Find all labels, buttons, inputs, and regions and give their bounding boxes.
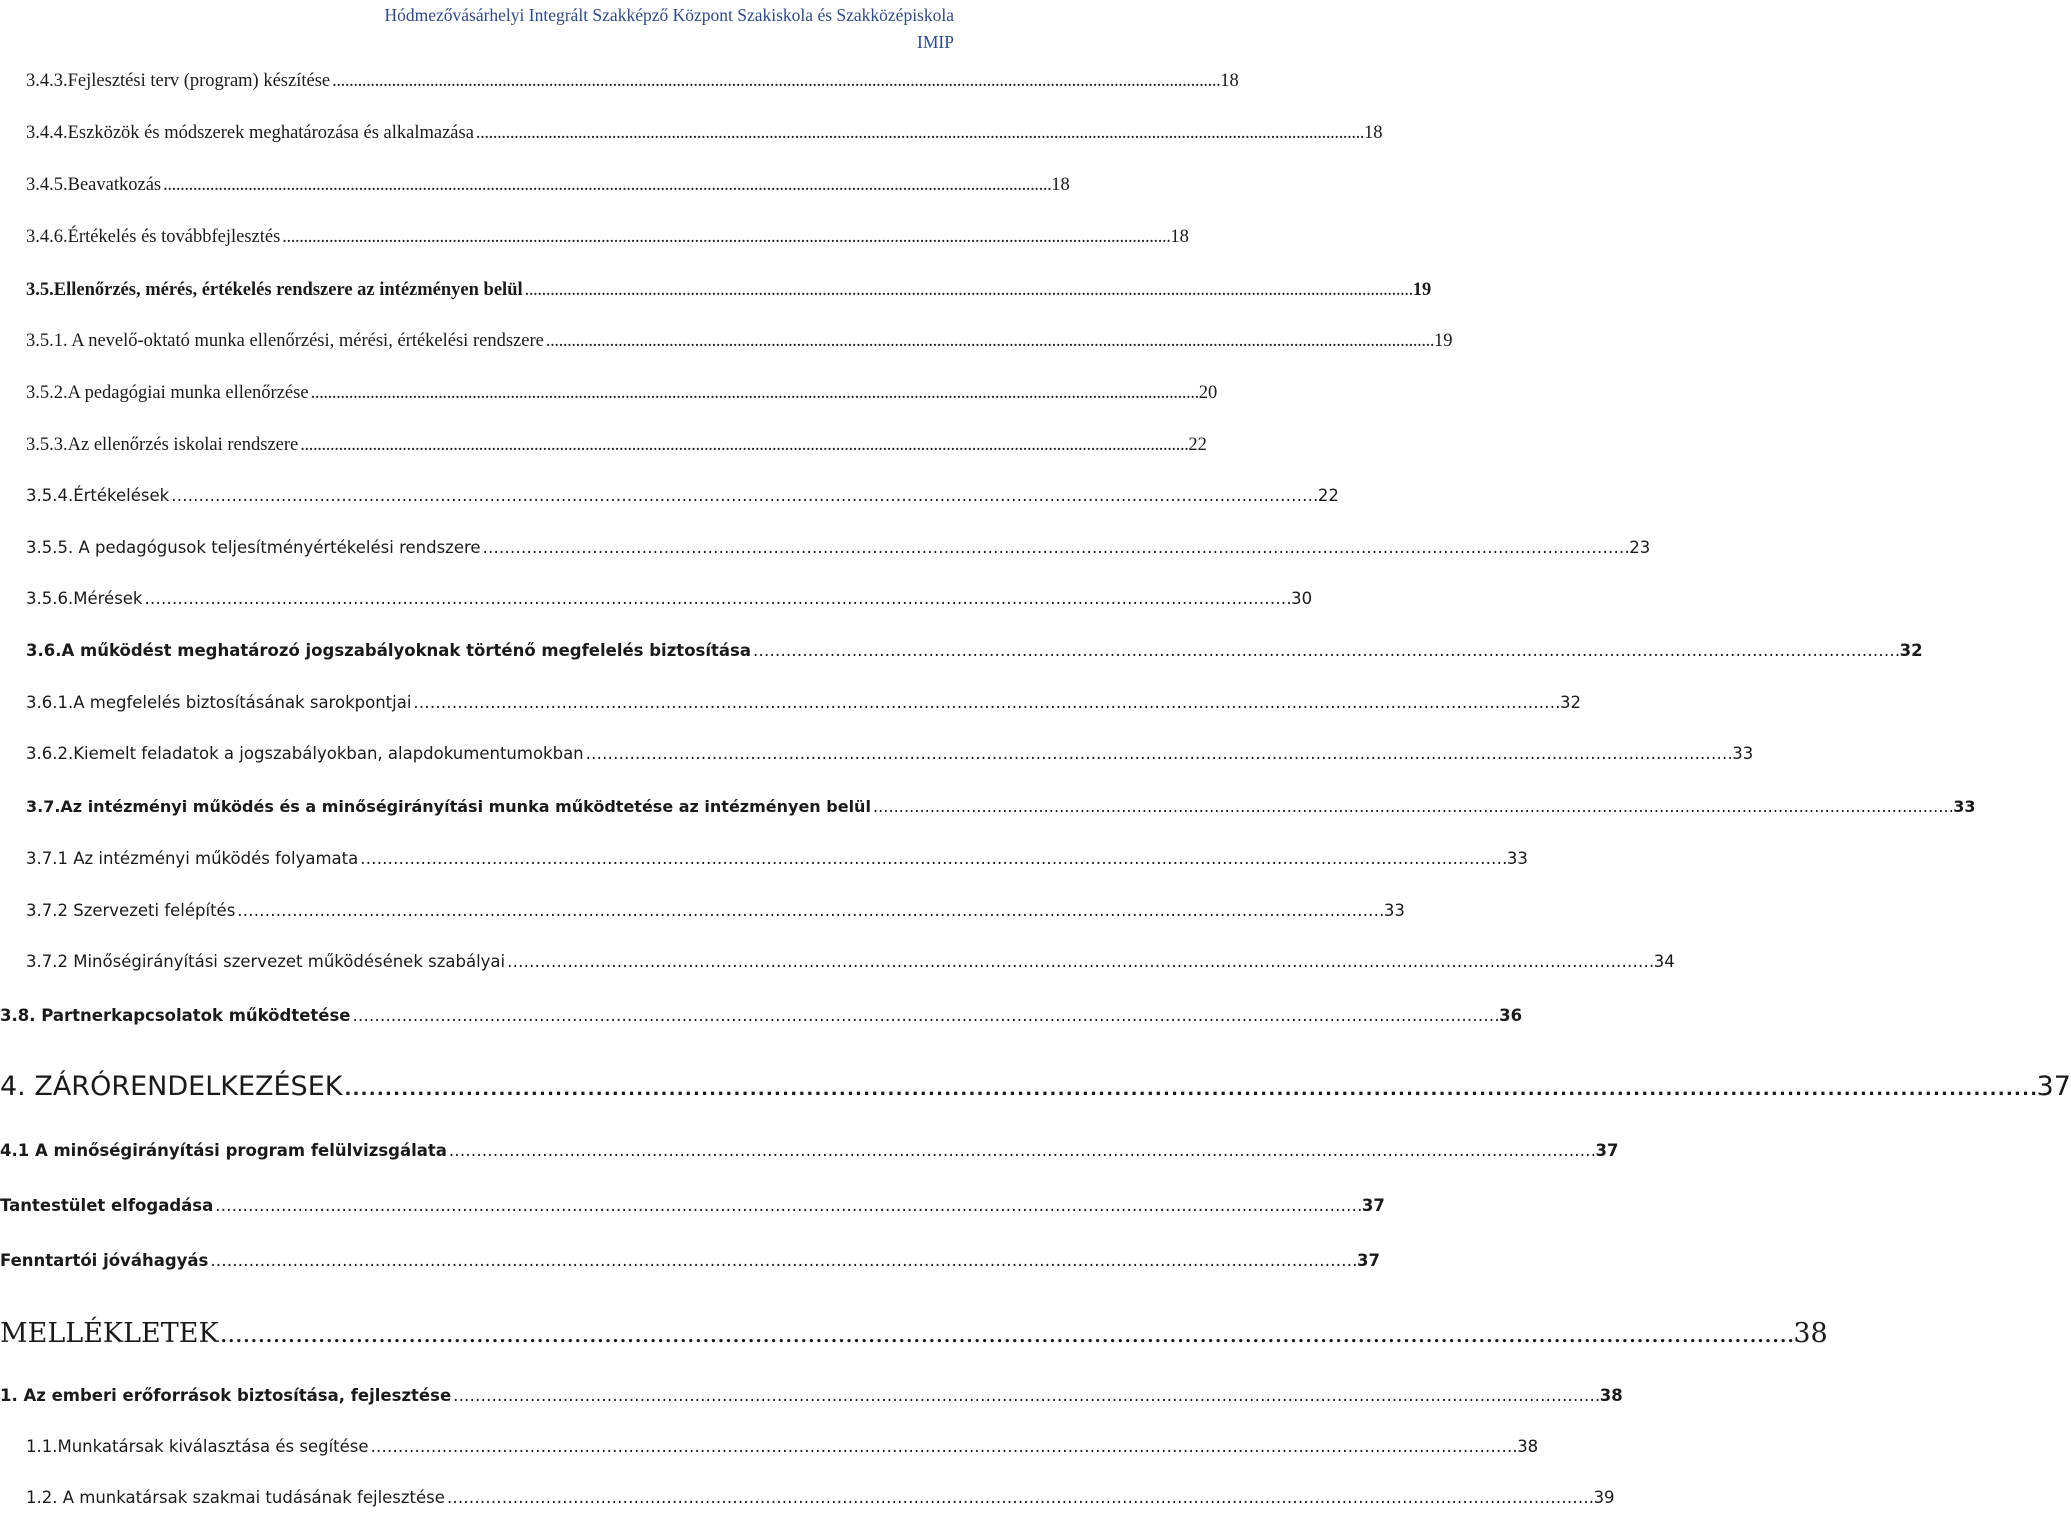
toc-leader-dots — [300, 435, 1186, 456]
toc-leader-dots — [145, 589, 1290, 608]
toc-leader-dots — [332, 71, 1218, 92]
toc-entry-title: 3.8. Partnerkapcsolatok működtetése — [0, 1006, 351, 1025]
toc-entry[interactable] — [0, 589, 1313, 608]
toc-entry-page: 39 — [1593, 1488, 1615, 1507]
toc-entry[interactable] — [0, 227, 1189, 248]
toc-leader-dots — [873, 797, 1951, 816]
toc-entry[interactable] — [0, 538, 1651, 557]
toc-entry-title: 3.6.1.A megfelelés biztosításának sarokpontjai — [26, 693, 412, 712]
toc-leader-dots — [344, 1079, 2034, 1100]
toc-entry[interactable] — [0, 435, 1207, 456]
toc-entry-title: 3.7.2 Minőségirányítási szervezet működésének szabályai — [26, 952, 506, 971]
toc-entry-title: 4. ZÁRÓRENDELKEZÉSEK — [0, 1071, 343, 1102]
toc-entry-title: 3.5.1. A nevelő-oktató munka ellenőrzési, mérési, értékelési rendszere — [26, 331, 544, 351]
toc-entry-page: 37 — [1361, 1196, 1385, 1215]
header-institution-name: Hódmezővásárhelyi Integrált Szakképző Központ Szakiskola és Szakközépiskola — [384, 5, 954, 25]
toc-section-entry[interactable] — [0, 641, 1923, 660]
toc-leader-dots — [586, 744, 1731, 763]
toc-entry-title: 3.4.3.Fejlesztési terv (program) készítése — [26, 71, 331, 91]
toc-entry-page: 18 — [1170, 227, 1189, 247]
toc-entry-title: 3.7.1 Az intézményi működés folyamata — [26, 849, 359, 868]
toc-entry-title: 3.4.6.Értékelés és továbbfejlesztés — [26, 227, 281, 247]
toc-leader-dots — [476, 123, 1362, 144]
toc-section-entry[interactable] — [0, 1196, 1385, 1215]
toc-entry[interactable] — [0, 1437, 1539, 1456]
toc-entry[interactable] — [0, 175, 1070, 196]
toc-entry-page: 33 — [1732, 744, 1754, 763]
toc-entry-page: 32 — [1560, 693, 1582, 712]
toc-entry-title: 1. Az emberi erőforrások biztosítása, fejlesztése — [0, 1386, 452, 1405]
toc-entry-page: 32 — [1899, 641, 1923, 660]
toc-entry-page: 34 — [1653, 952, 1675, 971]
toc-entry[interactable] — [0, 952, 1675, 971]
toc-entry[interactable] — [0, 123, 1383, 144]
toc-entry-page: 33 — [1383, 901, 1405, 920]
toc-entry[interactable] — [0, 1488, 1615, 1507]
toc-entry-title: 1.1.Munkatársak kiválasztása és segítése — [26, 1437, 369, 1456]
toc-entry-title: Fenntartói jóváhagyás — [0, 1251, 209, 1270]
toc-entry-title: 3.5.3.Az ellenőrzés iskolai rendszere — [26, 435, 299, 455]
toc-section-entry[interactable] — [0, 1141, 1619, 1160]
toc-entry[interactable] — [0, 744, 1754, 763]
toc-leader-dots — [447, 1488, 1592, 1507]
toc-leader-dots — [483, 538, 1628, 557]
toc-leader-dots — [221, 1326, 1792, 1347]
toc-entry-title: Tantestület elfogadása — [0, 1196, 214, 1215]
toc-entry-page: 22 — [1317, 486, 1339, 505]
toc-leader-dots — [237, 901, 1382, 920]
toc-entry-page: 38 — [1599, 1386, 1623, 1405]
toc-entry-page: 30 — [1291, 589, 1313, 608]
toc-leader-dots — [353, 1006, 1498, 1025]
toc-entry-title: 3.6.2.Kiemelt feladatok a jogszabályokban, alapdokumentumokban — [26, 744, 584, 763]
toc-entry-page: 20 — [1198, 383, 1218, 403]
toc-leader-dots — [210, 1251, 1355, 1270]
toc-entry-title: 3.6.A működést meghatározó jogszabályoknak történő megfelelés biztosítása — [26, 641, 751, 660]
toc-leader-dots — [453, 1386, 1598, 1405]
toc-entry-title: 3.5.2.A pedagógiai munka ellenőrzése — [26, 383, 309, 403]
toc-section-entry[interactable] — [0, 1006, 1523, 1025]
toc-entry-page: 38 — [1793, 1318, 1828, 1349]
toc-entry[interactable] — [0, 486, 1339, 505]
toc-leader-dots — [753, 641, 1898, 660]
toc-entry-page: 37 — [2036, 1071, 2071, 1102]
toc-leader-dots — [360, 849, 1505, 868]
toc-leader-dots — [215, 1196, 1360, 1215]
toc-chapter-entry[interactable] — [0, 1071, 2071, 1102]
toc-entry-title: 3.5.Ellenőrzés, mérés, értékelés rendszere az intézményen belül — [26, 280, 523, 300]
toc-entry-page: 19 — [1433, 331, 1453, 351]
toc-leader-dots — [163, 175, 1049, 196]
toc-entry[interactable] — [0, 383, 1218, 404]
toc-leader-dots — [413, 693, 1558, 712]
toc-entry[interactable] — [0, 71, 1239, 92]
toc-entry-title: 3.4.4.Eszközök és módszerek meghatározása és alkalmazása — [26, 123, 474, 143]
toc-entry-page: 37 — [1595, 1141, 1619, 1160]
toc-entry-page: 18 — [1051, 175, 1070, 195]
toc-entry-title: 1.2. A munkatársak szakmai tudásának fejlesztése — [26, 1488, 445, 1507]
header-document-code: IMIP — [917, 32, 954, 52]
toc-leader-dots — [171, 486, 1316, 505]
toc-entry-page: 37 — [1356, 1251, 1380, 1270]
toc-entry-page: 36 — [1499, 1006, 1523, 1025]
toc-entry-page: 23 — [1629, 538, 1651, 557]
toc-leader-dots — [525, 280, 1411, 301]
toc-section-entry[interactable] — [0, 280, 1432, 301]
toc-section-entry[interactable] — [0, 797, 1976, 816]
toc-section-entry[interactable] — [0, 1386, 1623, 1405]
toc-entry-title: 3.4.5.Beavatkozás — [26, 175, 162, 195]
toc-leader-dots — [546, 331, 1432, 352]
toc-entry-page: 33 — [1506, 849, 1528, 868]
toc-entry-title: 4.1 A minőségirányítási program felülvizsgálata — [0, 1141, 447, 1160]
toc-entry-title: 3.5.4.Értékelések — [26, 486, 170, 505]
toc-chapter-entry[interactable] — [0, 1318, 1828, 1349]
toc-leader-dots — [311, 383, 1197, 404]
toc-section-entry[interactable] — [0, 1251, 1380, 1270]
toc-entry-title: 3.5.6.Mérések — [26, 589, 143, 608]
toc-entry-page: 18 — [1220, 71, 1239, 91]
toc-entry[interactable] — [0, 901, 1405, 920]
toc-leader-dots — [507, 952, 1652, 971]
toc-entry-page: 38 — [1517, 1437, 1539, 1456]
toc-leader-dots — [282, 227, 1168, 248]
toc-leader-dots — [449, 1141, 1594, 1160]
toc-entry-page: 22 — [1188, 435, 1207, 455]
toc-entry-page: 18 — [1364, 123, 1383, 143]
toc-entry[interactable] — [0, 331, 1453, 352]
toc-entry-title: 3.5.5. A pedagógusok teljesítményértékelési rendszere — [26, 538, 481, 557]
toc-entry-title: 3.7.Az intézményi működés és a minőségirányítási munka működtetése az intézményen belül — [26, 797, 871, 816]
page-header — [384, 2, 954, 56]
toc-entry[interactable] — [0, 849, 1528, 868]
toc-entry-page: 19 — [1412, 280, 1432, 300]
toc-entry[interactable] — [0, 693, 1582, 712]
toc-entry-page: 33 — [1953, 797, 1976, 816]
toc-leader-dots — [371, 1437, 1516, 1456]
toc-entry-title: MELLÉKLETEK — [0, 1318, 219, 1349]
toc-entry-title: 3.7.2 Szervezeti felépítés — [26, 901, 236, 920]
